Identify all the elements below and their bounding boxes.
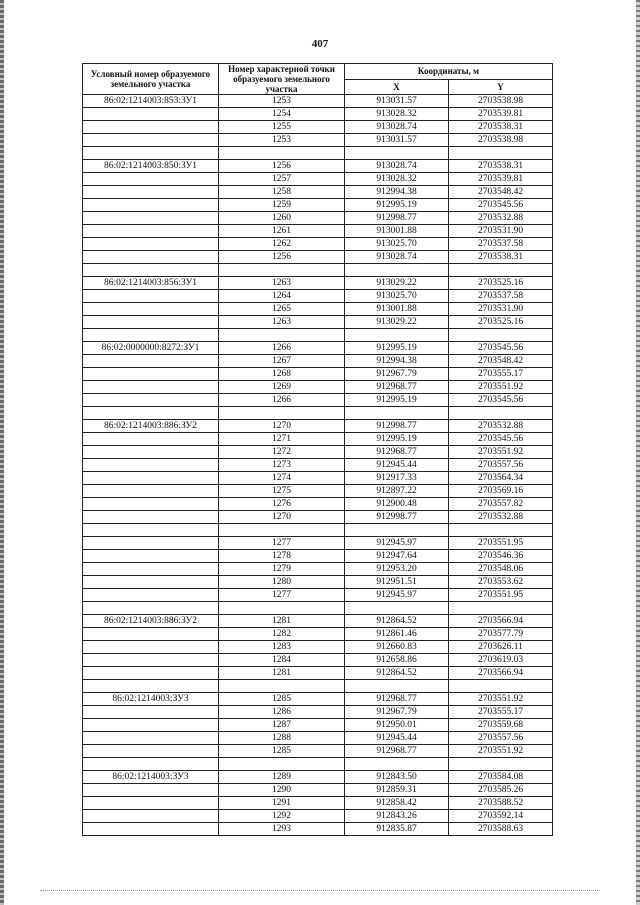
plot-number-cell: 86:02:1214003:ЗУ3 [83,693,219,706]
plot-number-cell [83,719,219,732]
table-row [83,420,553,433]
plot-number-cell [83,394,219,407]
point-number-cell: 1274 [219,472,345,485]
y-coordinate-cell: 2703592.14 [449,810,553,823]
x-coordinate-cell: 912994.38 [345,186,449,199]
y-coordinate-cell: 2703532.88 [449,420,553,433]
table-row [83,277,553,290]
table-row [83,719,553,732]
plot-number-cell [83,121,219,134]
table-row [83,303,553,316]
x-coordinate-cell: 912995.19 [345,394,449,407]
plot-number-cell [83,290,219,303]
x-coordinate-cell: 913028.32 [345,173,449,186]
x-coordinate-cell: 912968.77 [345,446,449,459]
y-coordinate-cell: 2703588.52 [449,797,553,810]
x-coordinate-cell: 913028.74 [345,121,449,134]
x-coordinate-cell [345,680,449,693]
point-number-cell: 1293 [219,823,345,836]
plot-number-cell [83,355,219,368]
y-coordinate-cell: 2703525.16 [449,316,553,329]
point-number-cell: 1281 [219,667,345,680]
y-coordinate-cell: 2703537.58 [449,290,553,303]
point-number-cell: 1285 [219,693,345,706]
plot-number-cell [83,173,219,186]
y-coordinate-cell: 2703545.56 [449,433,553,446]
y-coordinate-cell: 2703577.79 [449,628,553,641]
point-number-cell: 1286 [219,706,345,719]
plot-number-cell [83,381,219,394]
y-coordinate-cell: 2703551.95 [449,537,553,550]
table-row [83,316,553,329]
y-coordinate-cell: 2703626.11 [449,641,553,654]
table-row [83,212,553,225]
point-number-cell: 1279 [219,563,345,576]
y-coordinate-cell: 2703551.92 [449,693,553,706]
table-row [83,524,553,537]
table-row [83,108,553,121]
table-row [83,498,553,511]
header-point-number: Номер характерной точки образуемого земельного участка [219,64,345,95]
table-row [83,199,553,212]
point-number-cell: 1263 [219,316,345,329]
table-row [83,186,553,199]
y-coordinate-cell: 2703531.90 [449,225,553,238]
plot-number-cell [83,823,219,836]
plot-number-cell [83,784,219,797]
point-number-cell: 1275 [219,485,345,498]
x-coordinate-cell: 912998.77 [345,420,449,433]
x-coordinate-cell: 912945.44 [345,459,449,472]
point-number-cell: 1290 [219,784,345,797]
y-coordinate-cell: 2703538.31 [449,251,553,264]
x-coordinate-cell: 912859.31 [345,784,449,797]
point-number-cell [219,147,345,160]
y-coordinate-cell: 2703545.56 [449,394,553,407]
x-coordinate-cell: 912843.50 [345,771,449,784]
point-number-cell: 1289 [219,771,345,784]
point-number-cell: 1270 [219,511,345,524]
y-coordinate-cell: 2703557.56 [449,732,553,745]
table-row [83,693,553,706]
point-number-cell: 1272 [219,446,345,459]
plot-number-cell [83,134,219,147]
y-coordinate-cell: 2703548.42 [449,355,553,368]
y-coordinate-cell: 2703557.56 [449,459,553,472]
point-number-cell: 1258 [219,186,345,199]
plot-number-cell [83,212,219,225]
y-coordinate-cell: 2703545.56 [449,199,553,212]
plot-number-cell [83,186,219,199]
point-number-cell: 1260 [219,212,345,225]
plot-number-cell [83,602,219,615]
point-number-cell: 1292 [219,810,345,823]
point-number-cell: 1281 [219,615,345,628]
table-row [83,290,553,303]
table-row [83,394,553,407]
header-y: Y [449,79,553,95]
point-number-cell: 1265 [219,303,345,316]
plot-number-cell [83,303,219,316]
plot-number-cell: 86:02:1214003:886:ЗУ2 [83,420,219,433]
x-coordinate-cell: 912945.44 [345,732,449,745]
x-coordinate-cell: 912917.33 [345,472,449,485]
table-row [83,121,553,134]
y-coordinate-cell: 2703551.92 [449,745,553,758]
table-row [83,472,553,485]
point-number-cell: 1288 [219,732,345,745]
y-coordinate-cell [449,264,553,277]
scan-edge-bottom [40,890,600,892]
plot-number-cell [83,329,219,342]
plot-number-cell [83,589,219,602]
x-coordinate-cell: 912900.48 [345,498,449,511]
point-number-cell: 1257 [219,173,345,186]
y-coordinate-cell [449,407,553,420]
x-coordinate-cell: 912861.46 [345,628,449,641]
table-row [83,576,553,589]
plot-number-cell [83,251,219,264]
plot-number-cell [83,537,219,550]
table-row [83,329,553,342]
table-row [83,823,553,836]
x-coordinate-cell: 913031.57 [345,95,449,108]
point-number-cell: 1285 [219,745,345,758]
table-row [83,381,553,394]
point-number-cell: 1266 [219,394,345,407]
table-row [83,433,553,446]
point-number-cell: 1256 [219,160,345,173]
table-row [83,95,553,108]
x-coordinate-cell: 912953.20 [345,563,449,576]
plot-number-cell [83,550,219,563]
point-number-cell: 1276 [219,498,345,511]
point-number-cell [219,680,345,693]
table-row [83,563,553,576]
x-coordinate-cell: 913028.32 [345,108,449,121]
x-coordinate-cell: 913029.22 [345,277,449,290]
plot-number-cell: 86:02:1214003:853:ЗУ1 [83,95,219,108]
x-coordinate-cell: 912660.83 [345,641,449,654]
x-coordinate-cell: 913028.74 [345,160,449,173]
plot-number-cell: 86:02:0000000:8272:ЗУ1 [83,342,219,355]
point-number-cell: 1291 [219,797,345,810]
table-row [83,173,553,186]
point-number-cell: 1255 [219,121,345,134]
y-coordinate-cell: 2703551.92 [449,381,553,394]
y-coordinate-cell: 2703566.94 [449,667,553,680]
x-coordinate-cell: 913029.22 [345,316,449,329]
point-number-cell: 1277 [219,589,345,602]
x-coordinate-cell: 912995.19 [345,199,449,212]
table-row [83,355,553,368]
point-number-cell: 1267 [219,355,345,368]
plot-number-cell [83,641,219,654]
x-coordinate-cell [345,407,449,420]
y-coordinate-cell: 2703569.16 [449,485,553,498]
plot-number-cell [83,511,219,524]
point-number-cell [219,264,345,277]
x-coordinate-cell: 913025.70 [345,238,449,251]
table-row [83,264,553,277]
y-coordinate-cell [449,602,553,615]
point-number-cell: 1282 [219,628,345,641]
y-coordinate-cell: 2703538.98 [449,134,553,147]
table-row [83,537,553,550]
table-row [83,641,553,654]
x-coordinate-cell: 912951.51 [345,576,449,589]
x-coordinate-cell: 912864.52 [345,667,449,680]
y-coordinate-cell: 2703566.94 [449,615,553,628]
header-plot-number: Условный номер образуемого земельного участка [83,64,219,95]
plot-number-cell [83,576,219,589]
header-x: X [345,79,449,95]
table-row [83,238,553,251]
x-coordinate-cell: 913025.70 [345,290,449,303]
table-row [83,615,553,628]
point-number-cell: 1261 [219,225,345,238]
plot-number-cell [83,667,219,680]
scan-edge-right [636,0,640,905]
y-coordinate-cell: 2703532.88 [449,511,553,524]
plot-number-cell [83,628,219,641]
point-number-cell: 1277 [219,537,345,550]
y-coordinate-cell: 2703531.90 [449,303,553,316]
point-number-cell: 1253 [219,134,345,147]
plot-number-cell: 86:02:1214003:886:ЗУ2 [83,615,219,628]
point-number-cell: 1266 [219,342,345,355]
x-coordinate-cell [345,524,449,537]
x-coordinate-cell: 912967.79 [345,368,449,381]
point-number-cell: 1259 [219,199,345,212]
y-coordinate-cell: 2703557.82 [449,498,553,511]
table-row [83,602,553,615]
x-coordinate-cell: 912843.26 [345,810,449,823]
y-coordinate-cell: 2703619.03 [449,654,553,667]
point-number-cell: 1273 [219,459,345,472]
table-row [83,706,553,719]
header-coordinates: Координаты, м [345,64,553,80]
point-number-cell: 1254 [219,108,345,121]
y-coordinate-cell: 2703551.92 [449,446,553,459]
x-coordinate-cell: 912998.77 [345,511,449,524]
plot-number-cell [83,368,219,381]
y-coordinate-cell: 2703588.63 [449,823,553,836]
x-coordinate-cell: 912945.97 [345,537,449,550]
x-coordinate-cell: 912947.64 [345,550,449,563]
plot-number-cell [83,472,219,485]
x-coordinate-cell [345,147,449,160]
y-coordinate-cell: 2703537.58 [449,238,553,251]
table-row [83,758,553,771]
y-coordinate-cell: 2703539.81 [449,108,553,121]
x-coordinate-cell: 912968.77 [345,745,449,758]
plot-number-cell [83,407,219,420]
table-body [83,95,553,836]
table-row [83,225,553,238]
table-row [83,550,553,563]
y-coordinate-cell: 2703546.36 [449,550,553,563]
y-coordinate-cell: 2703559.68 [449,719,553,732]
plot-number-cell [83,433,219,446]
table-row [83,368,553,381]
plot-number-cell [83,459,219,472]
plot-number-cell: 86:02:1214003:850:ЗУ1 [83,160,219,173]
table-row [83,745,553,758]
point-number-cell: 1268 [219,368,345,381]
point-number-cell: 1253 [219,95,345,108]
table-row [83,771,553,784]
plot-number-cell [83,147,219,160]
x-coordinate-cell: 912995.19 [345,433,449,446]
table-row [83,667,553,680]
x-coordinate-cell: 913028.74 [345,251,449,264]
plot-number-cell [83,745,219,758]
point-number-cell: 1280 [219,576,345,589]
point-number-cell: 1269 [219,381,345,394]
y-coordinate-cell [449,758,553,771]
y-coordinate-cell: 2703584.08 [449,771,553,784]
point-number-cell [219,329,345,342]
table-row [83,342,553,355]
y-coordinate-cell: 2703555.17 [449,368,553,381]
plot-number-cell [83,498,219,511]
point-number-cell: 1278 [219,550,345,563]
table-row [83,628,553,641]
x-coordinate-cell: 913031.57 [345,134,449,147]
y-coordinate-cell: 2703585.26 [449,784,553,797]
y-coordinate-cell: 2703538.98 [449,95,553,108]
y-coordinate-cell: 2703538.31 [449,160,553,173]
x-coordinate-cell [345,758,449,771]
plot-number-cell [83,524,219,537]
x-coordinate-cell: 912897.22 [345,485,449,498]
point-number-cell [219,524,345,537]
page-number: 407 [311,38,329,50]
plot-number-cell [83,264,219,277]
plot-number-cell: 86:02:1214003:ЗУ3 [83,771,219,784]
x-coordinate-cell: 912658.86 [345,654,449,667]
y-coordinate-cell [449,329,553,342]
plot-number-cell: 86:02:1214003:856:ЗУ1 [83,277,219,290]
table-row [83,654,553,667]
y-coordinate-cell: 2703551.95 [449,589,553,602]
point-number-cell [219,407,345,420]
x-coordinate-cell: 912968.77 [345,693,449,706]
plot-number-cell [83,238,219,251]
plot-number-cell [83,225,219,238]
table-row [83,147,553,160]
table-row [83,134,553,147]
table-row [83,810,553,823]
plot-number-cell [83,797,219,810]
y-coordinate-cell: 2703532.88 [449,212,553,225]
y-coordinate-cell: 2703548.06 [449,563,553,576]
plot-number-cell [83,199,219,212]
x-coordinate-cell: 912945.97 [345,589,449,602]
point-number-cell: 1284 [219,654,345,667]
plot-number-cell [83,316,219,329]
x-coordinate-cell: 913001.88 [345,303,449,316]
plot-number-cell [83,563,219,576]
table-row [83,407,553,420]
y-coordinate-cell: 2703564.34 [449,472,553,485]
table-header [83,64,553,95]
y-coordinate-cell: 2703539.81 [449,173,553,186]
table-row [83,446,553,459]
y-coordinate-cell [449,680,553,693]
x-coordinate-cell [345,264,449,277]
table-row [83,680,553,693]
x-coordinate-cell: 912994.38 [345,355,449,368]
table-row [83,511,553,524]
table-row [83,797,553,810]
point-number-cell: 1283 [219,641,345,654]
y-coordinate-cell: 2703548.42 [449,186,553,199]
table-row [83,732,553,745]
table-row [83,784,553,797]
plot-number-cell [83,485,219,498]
y-coordinate-cell: 2703525.16 [449,277,553,290]
x-coordinate-cell: 912968.77 [345,381,449,394]
y-coordinate-cell: 2703538.31 [449,121,553,134]
point-number-cell [219,602,345,615]
plot-number-cell [83,654,219,667]
plot-number-cell [83,732,219,745]
point-number-cell: 1287 [219,719,345,732]
plot-number-cell [83,810,219,823]
coordinates-table [82,63,553,836]
plot-number-cell [83,108,219,121]
point-number-cell: 1263 [219,277,345,290]
x-coordinate-cell [345,602,449,615]
x-coordinate-cell: 912864.52 [345,615,449,628]
plot-number-cell [83,680,219,693]
point-number-cell: 1271 [219,433,345,446]
table-row [83,160,553,173]
point-number-cell: 1270 [219,420,345,433]
x-coordinate-cell: 912835.87 [345,823,449,836]
y-coordinate-cell: 2703553.62 [449,576,553,589]
table-row [83,485,553,498]
y-coordinate-cell: 2703555.17 [449,706,553,719]
x-coordinate-cell: 912995.19 [345,342,449,355]
x-coordinate-cell: 912998.77 [345,212,449,225]
y-coordinate-cell [449,147,553,160]
table-row [83,251,553,264]
point-number-cell [219,758,345,771]
y-coordinate-cell [449,524,553,537]
x-coordinate-cell: 912858.42 [345,797,449,810]
plot-number-cell [83,706,219,719]
point-number-cell: 1264 [219,290,345,303]
y-coordinate-cell: 2703545.56 [449,342,553,355]
plot-number-cell [83,446,219,459]
table-row [83,589,553,602]
table-row [83,459,553,472]
plot-number-cell [83,758,219,771]
point-number-cell: 1256 [219,251,345,264]
x-coordinate-cell: 913001.88 [345,225,449,238]
x-coordinate-cell [345,329,449,342]
x-coordinate-cell: 912950.01 [345,719,449,732]
point-number-cell: 1262 [219,238,345,251]
scan-edge-left [0,0,4,905]
x-coordinate-cell: 912967.79 [345,706,449,719]
